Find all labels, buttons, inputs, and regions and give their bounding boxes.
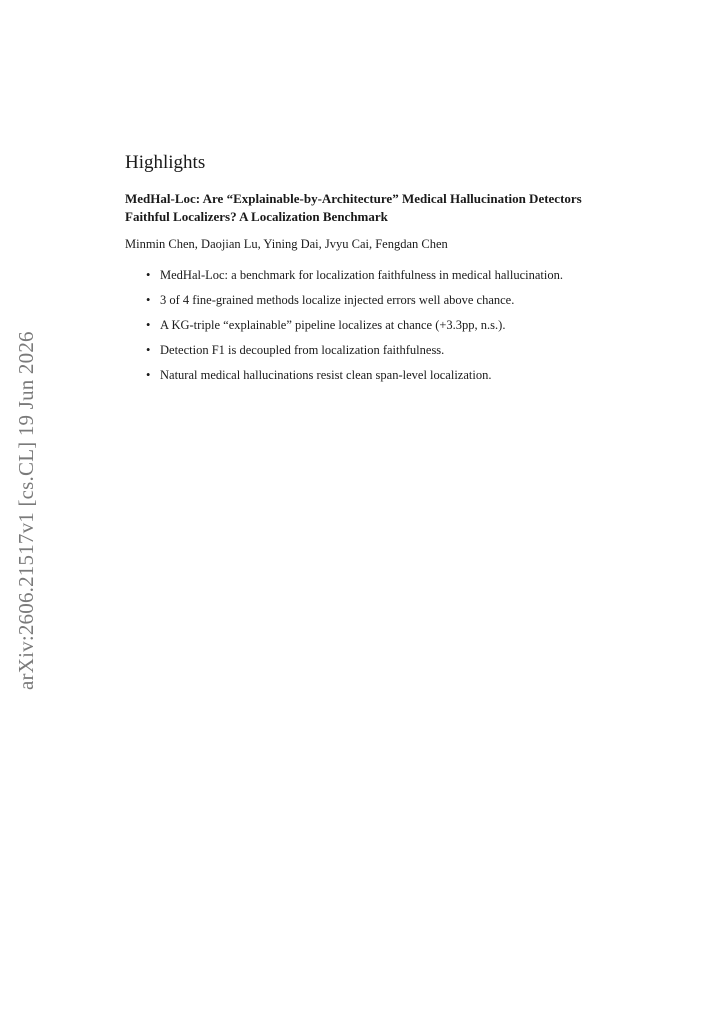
bullet-icon: •	[146, 268, 151, 282]
highlight-item	[146, 367, 600, 384]
highlight-text: MedHal-Loc: a benchmark for localization faithfulness in medical hallucination.	[160, 268, 563, 282]
highlight-item	[146, 342, 600, 359]
highlights-list	[125, 267, 600, 384]
bullet-icon: •	[146, 368, 151, 382]
highlight-item	[146, 317, 600, 334]
arxiv-identifier-stamp: arXiv:2606.21517v1 [cs.CL] 19 Jun 2026	[14, 331, 38, 690]
highlights-page	[125, 150, 600, 392]
paper-title: MedHal-Loc: Are “Explainable-by-Architecture” Medical Hallucination Detectors Faithful Localizers? A Localization Benchmark	[125, 191, 582, 224]
author-list: Minmin Chen, Daojian Lu, Yining Dai, Jvyu Cai, Fengdan Chen	[125, 237, 448, 251]
highlight-item	[146, 292, 600, 309]
highlight-item	[146, 267, 600, 284]
section-title: Highlights	[125, 152, 206, 173]
highlight-text: Detection F1 is decoupled from localization faithfulness.	[160, 343, 445, 357]
highlight-text: Natural medical hallucinations resist clean span-level localization.	[160, 368, 492, 382]
bullet-icon: •	[146, 318, 151, 332]
highlight-text: 3 of 4 fine-grained methods localize injected errors well above chance.	[160, 293, 515, 307]
bullet-icon: •	[146, 293, 151, 307]
highlight-text: A KG-triple “explainable” pipeline localizes at chance (+3.3pp, n.s.).	[160, 318, 506, 332]
bullet-icon: •	[146, 343, 151, 357]
